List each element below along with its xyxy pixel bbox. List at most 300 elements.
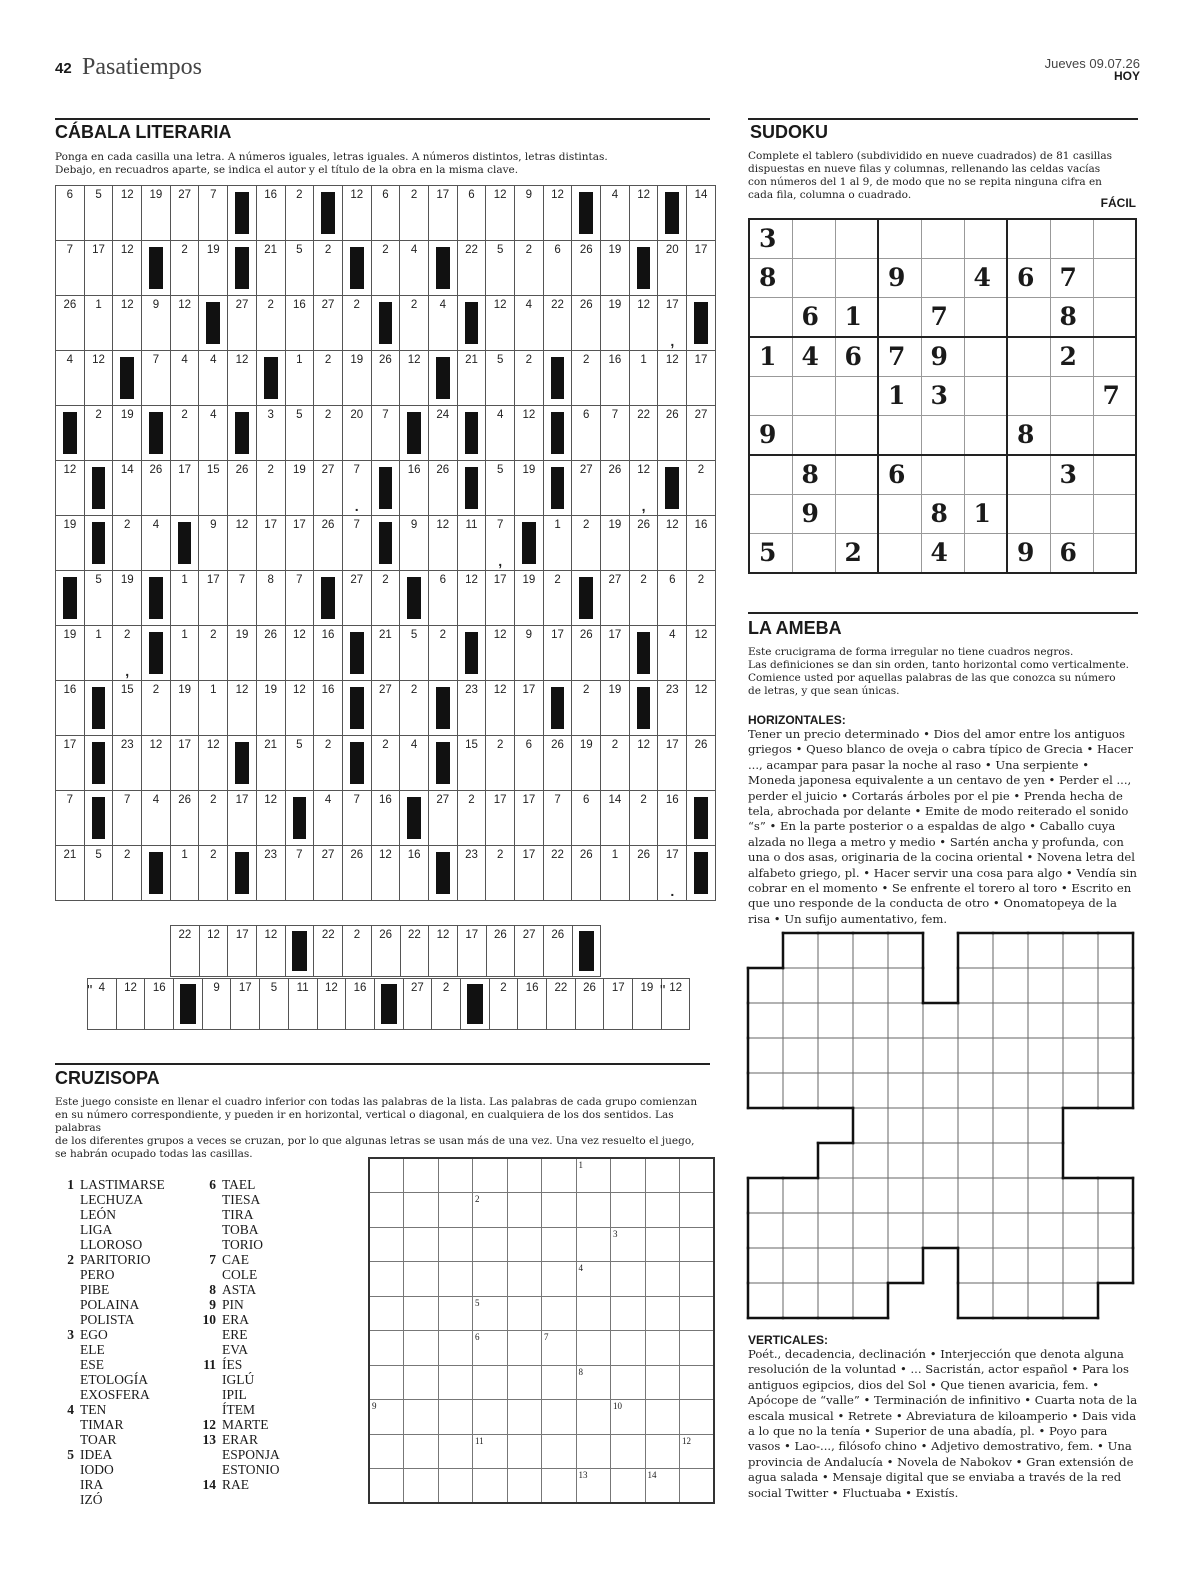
- letter-cell[interactable]: [400, 626, 429, 681]
- ameba-cell[interactable]: [923, 1178, 958, 1213]
- sudoku-cell[interactable]: [964, 533, 1007, 572]
- sudoku-cell[interactable]: [749, 298, 792, 337]
- ameba-cell[interactable]: [993, 933, 1028, 968]
- author-cell[interactable]: [171, 926, 200, 977]
- letter-cell[interactable]: [457, 241, 486, 296]
- letter-cell[interactable]: [228, 461, 257, 516]
- sudoku-cell[interactable]: 9: [792, 494, 835, 533]
- letter-cell[interactable]: [457, 791, 486, 846]
- author-cell[interactable]: [199, 926, 228, 977]
- ameba-cell[interactable]: [1063, 1038, 1098, 1073]
- sudoku-cell[interactable]: 3: [921, 376, 964, 415]
- ameba-cell[interactable]: [1028, 1178, 1063, 1213]
- letter-cell[interactable]: [486, 736, 515, 791]
- letter-cell[interactable]: [285, 681, 314, 736]
- ameba-cell[interactable]: [783, 1073, 818, 1108]
- sudoku-cell[interactable]: 8: [749, 258, 792, 297]
- letter-cell[interactable]: [658, 626, 687, 681]
- letter-cell[interactable]: [113, 241, 142, 296]
- letter-cell[interactable]: [515, 461, 544, 516]
- soup-cell[interactable]: [438, 1158, 473, 1193]
- letter-cell[interactable]: [56, 846, 85, 901]
- sudoku-cell[interactable]: 6: [792, 298, 835, 337]
- black-cell[interactable]: [428, 846, 457, 901]
- black-cell[interactable]: [629, 241, 658, 296]
- sudoku-cell[interactable]: 9: [1007, 533, 1050, 572]
- soup-cell[interactable]: [680, 1365, 715, 1400]
- ameba-cell[interactable]: [748, 1283, 783, 1318]
- soup-cell[interactable]: [438, 1469, 473, 1504]
- sudoku-cell[interactable]: [1093, 494, 1136, 533]
- soup-cell[interactable]: [369, 1434, 404, 1469]
- soup-cell[interactable]: [542, 1400, 577, 1435]
- letter-cell[interactable]: [658, 791, 687, 846]
- black-cell[interactable]: [400, 406, 429, 461]
- title-cell[interactable]: [288, 979, 317, 1030]
- letter-cell[interactable]: [199, 681, 228, 736]
- black-cell[interactable]: [342, 681, 371, 736]
- letter-cell[interactable]: [113, 736, 142, 791]
- soup-cell[interactable]: [404, 1227, 439, 1262]
- sudoku-cell[interactable]: [749, 376, 792, 415]
- black-cell[interactable]: [629, 681, 658, 736]
- sudoku-cell[interactable]: 6: [1007, 258, 1050, 297]
- sudoku-cell[interactable]: [964, 337, 1007, 376]
- soup-cell[interactable]: [680, 1434, 715, 1469]
- sudoku-cell[interactable]: 6: [1050, 533, 1093, 572]
- soup-cell[interactable]: [507, 1262, 542, 1297]
- sudoku-cell[interactable]: [1050, 494, 1093, 533]
- ameba-cell[interactable]: [1063, 1178, 1098, 1213]
- letter-cell[interactable]: [56, 791, 85, 846]
- letter-cell[interactable]: [285, 461, 314, 516]
- soup-cell[interactable]: [645, 1158, 680, 1193]
- author-cell[interactable]: [257, 926, 286, 977]
- black-cell[interactable]: [142, 571, 171, 626]
- ameba-cell[interactable]: [783, 968, 818, 1003]
- black-cell[interactable]: [457, 406, 486, 461]
- sudoku-cell[interactable]: 3: [1050, 455, 1093, 494]
- ameba-cell[interactable]: [1098, 1038, 1133, 1073]
- soup-cell[interactable]: [404, 1296, 439, 1331]
- letter-cell[interactable]: [543, 516, 572, 571]
- black-cell[interactable]: [428, 351, 457, 406]
- black-cell[interactable]: [113, 351, 142, 406]
- letter-cell[interactable]: [142, 186, 171, 241]
- ameba-cell[interactable]: [888, 1108, 923, 1143]
- letter-cell[interactable]: [199, 186, 228, 241]
- soup-cell[interactable]: [542, 1227, 577, 1262]
- letter-cell[interactable]: [543, 626, 572, 681]
- ameba-cell[interactable]: [888, 1143, 923, 1178]
- sudoku-cell[interactable]: [964, 415, 1007, 454]
- letter-cell[interactable]: [228, 351, 257, 406]
- letter-cell[interactable]: [113, 406, 142, 461]
- letter-cell[interactable]: [56, 681, 85, 736]
- letter-cell[interactable]: [658, 846, 687, 901]
- ameba-cell[interactable]: [923, 1038, 958, 1073]
- soup-cell[interactable]: [680, 1469, 715, 1504]
- soup-cell[interactable]: [611, 1227, 646, 1262]
- sudoku-cell[interactable]: [1007, 298, 1050, 337]
- ameba-cell[interactable]: [1063, 1283, 1098, 1318]
- letter-cell[interactable]: [515, 846, 544, 901]
- letter-cell[interactable]: [457, 736, 486, 791]
- letter-cell[interactable]: [629, 351, 658, 406]
- author-cell[interactable]: [486, 926, 515, 977]
- ameba-cell[interactable]: [853, 1143, 888, 1178]
- ameba-cell[interactable]: [748, 968, 783, 1003]
- letter-cell[interactable]: [256, 186, 285, 241]
- soup-cell[interactable]: [611, 1365, 646, 1400]
- letter-cell[interactable]: [84, 296, 113, 351]
- letter-cell[interactable]: [228, 791, 257, 846]
- letter-cell[interactable]: [170, 461, 199, 516]
- letter-cell[interactable]: [601, 296, 630, 351]
- soup-cell[interactable]: [369, 1469, 404, 1504]
- letter-cell[interactable]: [113, 571, 142, 626]
- sudoku-cell[interactable]: 8: [792, 455, 835, 494]
- soup-cell[interactable]: [680, 1331, 715, 1366]
- letter-cell[interactable]: [428, 461, 457, 516]
- letter-cell[interactable]: [371, 406, 400, 461]
- soup-cell[interactable]: [645, 1296, 680, 1331]
- ameba-cell[interactable]: [818, 1178, 853, 1213]
- letter-cell[interactable]: [601, 406, 630, 461]
- sudoku-cell[interactable]: 7: [921, 298, 964, 337]
- ameba-cell[interactable]: [958, 1213, 993, 1248]
- ameba-cell[interactable]: [818, 1003, 853, 1038]
- letter-cell[interactable]: [658, 241, 687, 296]
- soup-cell[interactable]: [576, 1227, 611, 1262]
- ameba-cell[interactable]: [888, 1038, 923, 1073]
- sudoku-cell[interactable]: 1: [878, 376, 921, 415]
- ameba-cell[interactable]: [993, 1178, 1028, 1213]
- black-cell[interactable]: [84, 516, 113, 571]
- black-cell[interactable]: [142, 241, 171, 296]
- sudoku-cell[interactable]: [1093, 533, 1136, 572]
- letter-cell[interactable]: [457, 516, 486, 571]
- letter-cell[interactable]: [314, 736, 343, 791]
- soup-cell[interactable]: [611, 1434, 646, 1469]
- ameba-cell[interactable]: [1028, 933, 1063, 968]
- sudoku-cell[interactable]: 2: [835, 533, 878, 572]
- ameba-cell[interactable]: [853, 968, 888, 1003]
- letter-cell[interactable]: [572, 461, 601, 516]
- letter-cell[interactable]: [199, 626, 228, 681]
- ameba-cell[interactable]: [853, 1038, 888, 1073]
- soup-cell[interactable]: [369, 1193, 404, 1228]
- title-cell[interactable]: [116, 979, 145, 1030]
- letter-cell[interactable]: [400, 241, 429, 296]
- soup-cell[interactable]: [542, 1193, 577, 1228]
- sudoku-cell[interactable]: 8: [1007, 415, 1050, 454]
- letter-cell[interactable]: [629, 571, 658, 626]
- author-cell[interactable]: [429, 926, 458, 977]
- letter-cell[interactable]: [113, 791, 142, 846]
- letter-cell[interactable]: [601, 461, 630, 516]
- letter-cell[interactable]: [142, 681, 171, 736]
- black-cell[interactable]: [460, 979, 489, 1030]
- black-cell[interactable]: [314, 186, 343, 241]
- soup-cell[interactable]: [438, 1227, 473, 1262]
- black-cell[interactable]: [142, 406, 171, 461]
- letter-cell[interactable]: [56, 516, 85, 571]
- soup-cell[interactable]: [645, 1262, 680, 1297]
- ameba-cell[interactable]: [1063, 1073, 1098, 1108]
- letter-cell[interactable]: [285, 626, 314, 681]
- ameba-cell[interactable]: [818, 1073, 853, 1108]
- sudoku-cell[interactable]: 7: [1050, 258, 1093, 297]
- letter-cell[interactable]: [342, 791, 371, 846]
- ameba-cell[interactable]: [1028, 1283, 1063, 1318]
- soup-cell[interactable]: [611, 1400, 646, 1435]
- sudoku-cell[interactable]: 6: [835, 337, 878, 376]
- letter-cell[interactable]: [486, 241, 515, 296]
- letter-cell[interactable]: [56, 626, 85, 681]
- title-cell[interactable]: [346, 979, 375, 1030]
- sudoku-cell[interactable]: [792, 258, 835, 297]
- letter-cell[interactable]: [170, 681, 199, 736]
- soup-cell[interactable]: [438, 1400, 473, 1435]
- ameba-cell[interactable]: [1028, 1073, 1063, 1108]
- ameba-cell[interactable]: [888, 1073, 923, 1108]
- letter-cell[interactable]: [601, 736, 630, 791]
- letter-cell[interactable]: [285, 736, 314, 791]
- sudoku-cell[interactable]: [921, 415, 964, 454]
- letter-cell[interactable]: [629, 406, 658, 461]
- title-cell[interactable]: [489, 979, 518, 1030]
- ameba-cell[interactable]: [783, 1213, 818, 1248]
- ameba-cell[interactable]: [958, 1143, 993, 1178]
- letter-cell[interactable]: [84, 626, 113, 681]
- ameba-cell[interactable]: [818, 1248, 853, 1283]
- sudoku-cell[interactable]: [792, 219, 835, 258]
- letter-cell[interactable]: [371, 351, 400, 406]
- soup-cell[interactable]: [507, 1400, 542, 1435]
- ameba-cell[interactable]: [748, 1003, 783, 1038]
- letter-cell[interactable]: [142, 791, 171, 846]
- letter-cell[interactable]: [428, 186, 457, 241]
- letter-cell[interactable]: [256, 571, 285, 626]
- letter-cell[interactable]: [687, 241, 716, 296]
- ameba-cell[interactable]: [1098, 1178, 1133, 1213]
- soup-cell[interactable]: [438, 1193, 473, 1228]
- letter-cell[interactable]: [314, 681, 343, 736]
- ameba-cell[interactable]: [958, 1073, 993, 1108]
- sudoku-cell[interactable]: [835, 455, 878, 494]
- ameba-cell[interactable]: [993, 968, 1028, 1003]
- letter-cell[interactable]: [314, 296, 343, 351]
- black-cell[interactable]: [543, 461, 572, 516]
- sudoku-cell[interactable]: [1050, 219, 1093, 258]
- letter-cell[interactable]: [658, 516, 687, 571]
- letter-cell[interactable]: [629, 736, 658, 791]
- letter-cell[interactable]: [199, 461, 228, 516]
- soup-cell[interactable]: [369, 1296, 404, 1331]
- soup-cell[interactable]: [507, 1158, 542, 1193]
- letter-cell[interactable]: [199, 736, 228, 791]
- letter-cell[interactable]: [170, 406, 199, 461]
- black-cell[interactable]: [543, 351, 572, 406]
- letter-cell[interactable]: [285, 241, 314, 296]
- letter-cell[interactable]: [113, 681, 142, 736]
- letter-cell[interactable]: [314, 791, 343, 846]
- black-cell[interactable]: [142, 846, 171, 901]
- letter-cell[interactable]: [113, 846, 142, 901]
- letter-cell[interactable]: [56, 186, 85, 241]
- title-cell[interactable]: [432, 979, 461, 1030]
- letter-cell[interactable]: [285, 516, 314, 571]
- black-cell[interactable]: [687, 296, 716, 351]
- sudoku-cell[interactable]: [964, 298, 1007, 337]
- soup-cell[interactable]: [438, 1296, 473, 1331]
- sudoku-cell[interactable]: [964, 219, 1007, 258]
- letter-cell[interactable]: [342, 186, 371, 241]
- sudoku-cell[interactable]: 2: [1050, 337, 1093, 376]
- soup-cell[interactable]: [576, 1469, 611, 1504]
- soup-cell[interactable]: [507, 1296, 542, 1331]
- ameba-cell[interactable]: [888, 968, 923, 1003]
- letter-cell[interactable]: [170, 241, 199, 296]
- letter-cell[interactable]: [228, 681, 257, 736]
- letter-cell[interactable]: [285, 186, 314, 241]
- soup-cell[interactable]: [438, 1434, 473, 1469]
- black-cell[interactable]: [428, 681, 457, 736]
- ameba-cell[interactable]: [853, 1073, 888, 1108]
- ameba-cell[interactable]: [1098, 1213, 1133, 1248]
- letter-cell[interactable]: [371, 571, 400, 626]
- ameba-cell[interactable]: [748, 1213, 783, 1248]
- sudoku-cell[interactable]: 4: [792, 337, 835, 376]
- soup-cell[interactable]: [576, 1193, 611, 1228]
- letter-cell[interactable]: [228, 296, 257, 351]
- letter-cell[interactable]: [543, 186, 572, 241]
- letter-cell[interactable]: [84, 406, 113, 461]
- letter-cell[interactable]: [601, 516, 630, 571]
- letter-cell[interactable]: [687, 736, 716, 791]
- letter-cell[interactable]: [314, 406, 343, 461]
- letter-cell[interactable]: [486, 461, 515, 516]
- soup-cell[interactable]: [680, 1227, 715, 1262]
- black-cell[interactable]: [142, 626, 171, 681]
- ameba-cell[interactable]: [923, 1143, 958, 1178]
- black-cell[interactable]: [342, 736, 371, 791]
- sudoku-cell[interactable]: [1007, 219, 1050, 258]
- black-cell[interactable]: [543, 406, 572, 461]
- letter-cell[interactable]: [314, 241, 343, 296]
- ameba-cell[interactable]: [993, 1003, 1028, 1038]
- black-cell[interactable]: [84, 791, 113, 846]
- soup-cell[interactable]: [473, 1434, 508, 1469]
- black-cell[interactable]: [56, 571, 85, 626]
- letter-cell[interactable]: [113, 296, 142, 351]
- ameba-cell[interactable]: [1028, 1143, 1063, 1178]
- soup-cell[interactable]: [542, 1469, 577, 1504]
- soup-cell[interactable]: [645, 1331, 680, 1366]
- title-cell[interactable]: [633, 979, 662, 1030]
- soup-cell[interactable]: [542, 1296, 577, 1331]
- letter-cell[interactable]: [400, 296, 429, 351]
- soup-cell[interactable]: [473, 1296, 508, 1331]
- black-cell[interactable]: [457, 296, 486, 351]
- ameba-cell[interactable]: [993, 1038, 1028, 1073]
- ameba-cell[interactable]: [958, 1248, 993, 1283]
- letter-cell[interactable]: [142, 296, 171, 351]
- sudoku-cell[interactable]: [835, 415, 878, 454]
- ameba-cell[interactable]: [1098, 933, 1133, 968]
- soup-cell[interactable]: [645, 1469, 680, 1504]
- letter-cell[interactable]: [457, 571, 486, 626]
- ameba-cell[interactable]: [853, 1003, 888, 1038]
- letter-cell[interactable]: [515, 241, 544, 296]
- letter-cell[interactable]: [629, 791, 658, 846]
- letter-cell[interactable]: [486, 351, 515, 406]
- letter-cell[interactable]: [342, 406, 371, 461]
- sudoku-cell[interactable]: 7: [878, 337, 921, 376]
- ameba-cell[interactable]: [1028, 968, 1063, 1003]
- ameba-cell[interactable]: [853, 1108, 888, 1143]
- ameba-cell[interactable]: [748, 1073, 783, 1108]
- letter-cell[interactable]: [371, 791, 400, 846]
- black-cell[interactable]: [374, 979, 403, 1030]
- black-cell[interactable]: [572, 571, 601, 626]
- letter-cell[interactable]: [658, 406, 687, 461]
- soup-cell[interactable]: [473, 1331, 508, 1366]
- soup-cell[interactable]: [369, 1365, 404, 1400]
- ameba-cell[interactable]: [853, 1178, 888, 1213]
- sudoku-cell[interactable]: [964, 376, 1007, 415]
- ameba-cell[interactable]: [783, 1178, 818, 1213]
- soup-cell[interactable]: [369, 1262, 404, 1297]
- black-cell[interactable]: [658, 186, 687, 241]
- letter-cell[interactable]: [601, 351, 630, 406]
- soup-cell[interactable]: [542, 1434, 577, 1469]
- letter-cell[interactable]: [170, 791, 199, 846]
- title-cell[interactable]: [317, 979, 346, 1030]
- sudoku-cell[interactable]: 7: [1093, 376, 1136, 415]
- letter-cell[interactable]: [572, 351, 601, 406]
- soup-cell[interactable]: [645, 1365, 680, 1400]
- soup-cell[interactable]: [507, 1469, 542, 1504]
- letter-cell[interactable]: [687, 351, 716, 406]
- ameba-cell[interactable]: [993, 1143, 1028, 1178]
- letter-cell[interactable]: [572, 241, 601, 296]
- sudoku-cell[interactable]: [878, 494, 921, 533]
- letter-cell[interactable]: [113, 626, 142, 681]
- sudoku-cell[interactable]: 1: [964, 494, 1007, 533]
- letter-cell[interactable]: [457, 186, 486, 241]
- soup-cell[interactable]: [645, 1434, 680, 1469]
- letter-cell[interactable]: [199, 351, 228, 406]
- sudoku-cell[interactable]: [1093, 219, 1136, 258]
- letter-cell[interactable]: [314, 846, 343, 901]
- author-cell[interactable]: [228, 926, 257, 977]
- letter-cell[interactable]: [342, 846, 371, 901]
- letter-cell[interactable]: [428, 296, 457, 351]
- letter-cell[interactable]: [601, 846, 630, 901]
- title-cell[interactable]: [88, 979, 117, 1030]
- letter-cell[interactable]: [658, 736, 687, 791]
- letter-cell[interactable]: [601, 681, 630, 736]
- black-cell[interactable]: [228, 241, 257, 296]
- ameba-cell[interactable]: [1063, 1213, 1098, 1248]
- ameba-cell[interactable]: [923, 1213, 958, 1248]
- letter-cell[interactable]: [400, 186, 429, 241]
- soup-cell[interactable]: [645, 1227, 680, 1262]
- letter-cell[interactable]: [170, 351, 199, 406]
- letter-cell[interactable]: [486, 846, 515, 901]
